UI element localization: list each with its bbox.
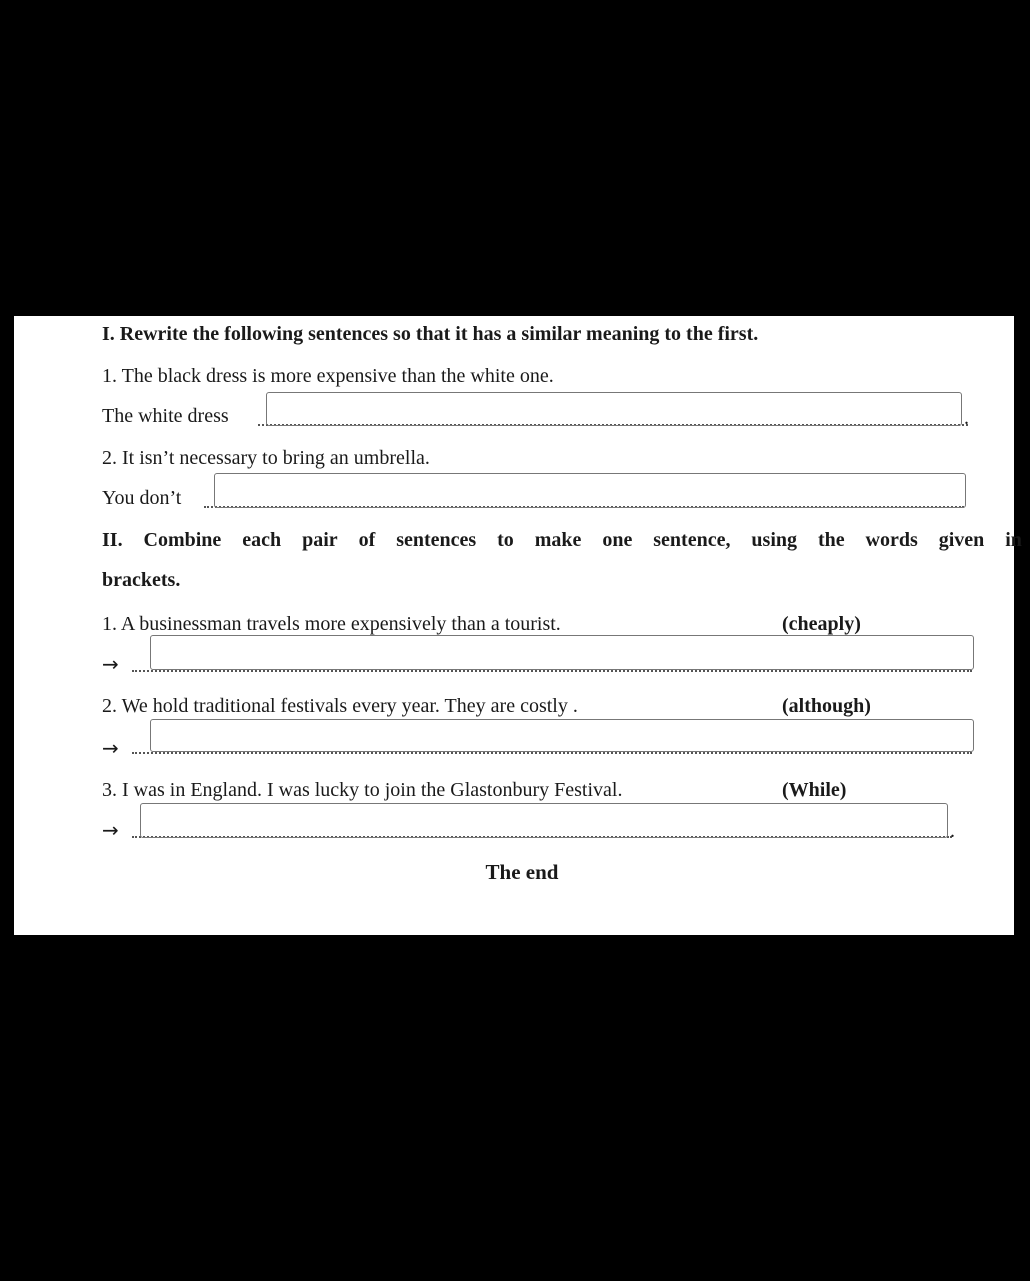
section1-heading: I. Rewrite the following sentences so that it has a similar meaning to the first. xyxy=(102,323,759,345)
heading-word: using xyxy=(751,529,797,551)
combine-q1-answer-box[interactable] xyxy=(150,635,974,670)
combine-q2-answer-box[interactable] xyxy=(150,719,974,752)
combine-q2-answer-input[interactable] xyxy=(151,720,973,751)
combine-q1-dotted-line xyxy=(132,670,972,672)
heading-word: to xyxy=(497,529,514,551)
combine-q3-end-mark: . xyxy=(950,820,955,842)
arrow-icon: → xyxy=(102,736,119,760)
combine-q3-sentence: 3. I was in England. I was lucky to join the Glastonbury Festival. xyxy=(102,779,623,801)
heading-word: sentence, xyxy=(653,529,731,551)
combine-q2-dotted-line xyxy=(132,752,972,754)
heading-word: in xyxy=(1005,529,1022,551)
q2-answer-input[interactable] xyxy=(215,474,965,507)
q2-answer-box[interactable] xyxy=(214,473,966,508)
combine-q1-sentence: 1. A businessman travels more expensively than a tourist. xyxy=(102,613,561,635)
q1-sentence: 1. The black dress is more expensive than the white one. xyxy=(102,365,554,387)
heading-word: sentences xyxy=(396,529,477,551)
q1-prompt: The white dress xyxy=(102,405,229,427)
the-end-footer: The end xyxy=(485,860,559,884)
heading-word: pair xyxy=(302,529,338,551)
q2-prompt: You don’t xyxy=(102,487,182,509)
heading-word: words xyxy=(865,529,918,551)
heading-word: of xyxy=(358,529,376,551)
combine-q1-hint: (cheaply) xyxy=(782,613,861,635)
heading-word: the xyxy=(817,529,845,551)
worksheet-page xyxy=(14,316,1022,935)
arrow-icon: → xyxy=(102,818,119,842)
combine-q1-answer-input[interactable] xyxy=(151,636,973,669)
section2-heading xyxy=(102,528,1022,552)
section2-heading-cont: brackets. xyxy=(102,569,181,591)
q1-answer-box[interactable] xyxy=(266,392,962,426)
combine-q2-sentence: 2. We hold traditional festivals every year. They are costly . xyxy=(102,695,578,717)
heading-word: Combine xyxy=(143,529,222,551)
q2-sentence: 2. It isn’t necessary to bring an umbrella. xyxy=(102,447,430,469)
heading-word: given xyxy=(938,529,985,551)
heading-word: II. xyxy=(102,529,123,551)
combine-q3-hint: (While) xyxy=(782,779,847,801)
q1-answer-input[interactable] xyxy=(267,393,961,425)
heading-word: make xyxy=(534,529,582,551)
arrow-icon: → xyxy=(102,652,119,676)
heading-word: each xyxy=(242,529,282,551)
combine-q2-hint: (although) xyxy=(782,695,871,717)
combine-q3-answer-box[interactable] xyxy=(140,803,948,838)
heading-word: one xyxy=(602,529,633,551)
q1-end-mark: . xyxy=(964,407,969,429)
combine-q3-answer-input[interactable] xyxy=(141,804,947,837)
